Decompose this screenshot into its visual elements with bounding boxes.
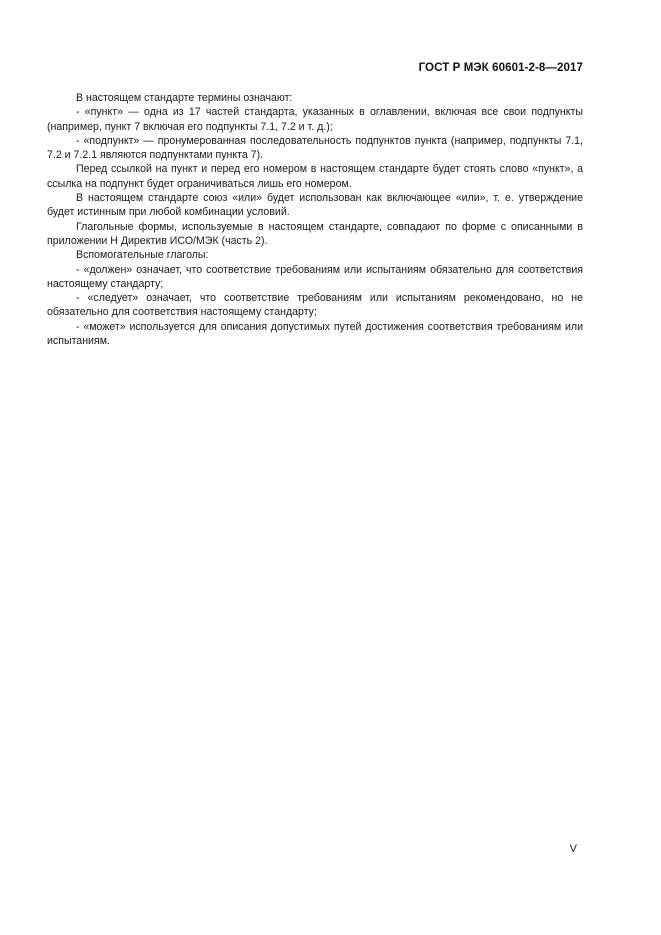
body-text [47,91,583,348]
document-code-header: ГОСТ Р МЭК 60601-2-8—2017 [418,62,583,74]
page-number: V [569,843,577,855]
paragraph-term-subclause: - «подпункт» — пронумерованная последовательность подпунктов пункта (например, подпункты 7.1, 7.2 и 7.2.1 являются подпунктами пункта 7). [47,134,583,162]
paragraph-verb-should: - «следует» означает, что соответствие требованиям или испытаниям рекомендовано, но не обязательно для соответствия настоящему стандарту; [47,292,583,319]
paragraph-verbal-forms: Глагольные формы, используемые в настоящем стандарте, совпадают по форме с описанными в приложении Н Директив ИСО/МЭК (часть 2). [47,220,583,247]
paragraph-verb-shall: - «должен» означает, что соответствие требованиям или испытаниям обязательно для соответствия настоящему стандарту; [47,263,583,290]
paragraph-terms-intro: В настоящем стандарте термины означают: [76,92,293,104]
paragraph-or-conjunction: В настоящем стандарте союз «или» будет использован как включающее «или», т. е. утверждение будет истинным при любой комбинации условий. [47,192,583,219]
paragraph-term-clause: - «пункт» — одна из 17 частей стандарта, указанных в оглавлении, включая все свои подпункты (например, пункт 7 включая его подпункты 7.1, 7.2 и т. д.); [47,106,583,133]
paragraph-reference-rule: Перед ссылкой на пункт и перед его номером в настоящем стандарте будет стоять слово «пункт», а ссылка на подпункт будет ограничиваться лишь его номером. [47,163,583,190]
paragraph-auxiliary-verbs: Вспомогательные глаголы: [76,249,209,262]
paragraph-verb-may: - «может» используется для описания допустимых путей достижения соответствия требованиям или испытаниям. [47,320,583,348]
